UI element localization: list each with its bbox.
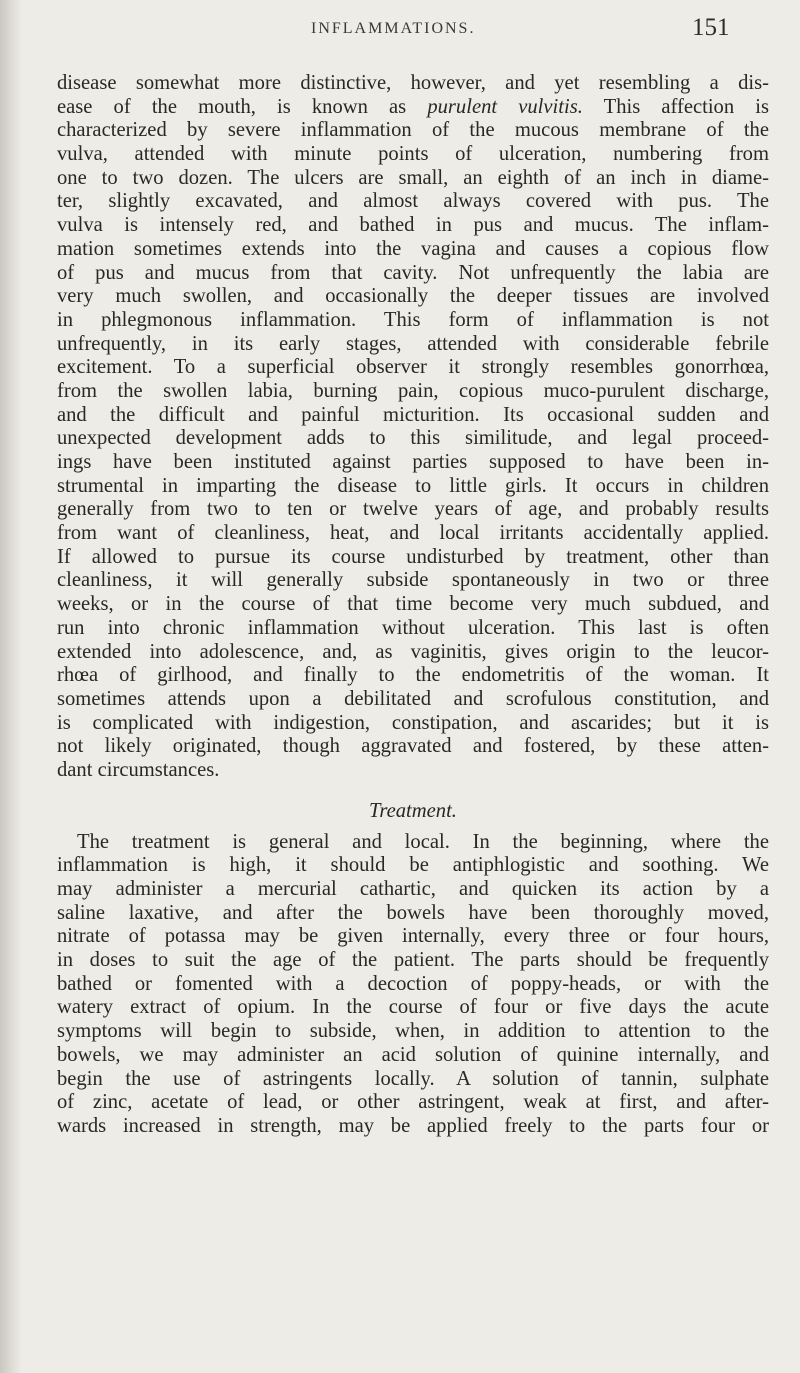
text-line: inflammation is high, it should be antiphlogistic and soothing. We	[57, 854, 769, 877]
text-line: vulva is intensely red, and bathed in pus and mucus. The inflam-	[57, 214, 769, 237]
text-line: mation sometimes extends into the vagina and causes a copious flow	[57, 237, 769, 260]
text-line: vulva, attended with minute points of ulceration, numbering from	[57, 143, 769, 166]
text-line: saline laxative, and after the bowels have been thoroughly moved,	[57, 901, 769, 924]
text-line: excitement. To a superficial observer it strongly resembles gonorrhœa,	[57, 356, 769, 379]
text-line: run into chronic inflammation without ulceration. This last is often	[57, 616, 769, 639]
text-line: in doses to suit the age of the patient. The parts should be frequently	[57, 949, 769, 972]
text-line: is complicated with indigestion, constipation, and ascarides; but it is	[57, 711, 769, 734]
text-line: ease of the mouth, is known as purulent vulvitis. This affection is	[57, 95, 769, 118]
text-line: extended into adolescence, and, as vaginitis, gives origin to the leucor-	[57, 640, 769, 663]
page-edge-shadow	[0, 0, 22, 1373]
text-line: symptoms will begin to subside, when, in addition to attention to the	[57, 1020, 769, 1043]
text-line: one to two dozen. The ulcers are small, an eighth of an inch in diame-	[57, 166, 769, 189]
term-purulent-vulvitis: purulent vulvitis.	[427, 95, 583, 118]
text-line: generally from two to ten or twelve years of age, and probably results	[57, 498, 769, 521]
text-line: watery extract of opium. In the course of four or five days the acute	[57, 996, 769, 1019]
text-line: dant circumstances.	[57, 758, 220, 781]
paragraph-treatment	[57, 831, 769, 1139]
text-line: ings have been instituted against parties supposed to have been in-	[57, 451, 769, 473]
text-line: from the swollen labia, burning pain, copious muco-purulent discharge,	[57, 379, 769, 402]
text-line: disease somewhat more distinctive, however, and yet resembling a dis-	[57, 72, 769, 94]
text-line: unfrequently, in its early stages, attended with considerable febrile	[57, 332, 769, 355]
running-head: INFLAMMATIONS.	[311, 20, 476, 37]
text-line: bathed or fomented with a decoction of poppy-heads, or with the	[57, 972, 769, 995]
text-line: If allowed to pursue its course undisturbed by treatment, other than	[57, 545, 769, 568]
text-line: characterized by severe inflammation of the mucous membrane of the	[57, 119, 769, 142]
section-heading-treatment: Treatment.	[369, 799, 457, 822]
text-line: The treatment is general and local. In the beginning, where the	[77, 830, 769, 853]
page-body	[57, 72, 769, 1139]
text-line: very much swollen, and occasionally the deeper tissues are involved	[57, 285, 769, 308]
text-line: may administer a mercurial cathartic, and quicken its action by a	[57, 878, 769, 900]
text-line: in phlegmonous inflammation. This form of inflammation is not	[57, 308, 769, 331]
text-line: unexpected development adds to this similitude, and legal proceed-	[57, 427, 769, 450]
text-line: nitrate of potassa may be given internally, every three or four hours,	[57, 925, 769, 948]
text-line: sometimes attends upon a debilitated and scrofulous constitution, and	[57, 687, 769, 710]
text-line: ter, slightly excavated, and almost always covered with pus. The	[57, 190, 769, 213]
page-number: 151	[692, 14, 730, 41]
text-line: of pus and mucus from that cavity. Not unfrequently the labia are	[57, 261, 769, 284]
text-line: bowels, we may administer an acid solution of quinine internally, and	[57, 1043, 769, 1066]
text-line: begin the use of astringents locally. A solution of tannin, sulphate	[57, 1067, 769, 1090]
page-header	[0, 14, 800, 44]
text-line: weeks, or in the course of that time become very much subdued, and	[57, 593, 769, 616]
text-line: strumental in imparting the disease to little girls. It occurs in children	[57, 474, 769, 497]
text-line: wards increased in strength, may be applied freely to the parts four or	[57, 1114, 769, 1137]
text-line: rhœa of girlhood, and finally to the endometritis of the woman. It	[57, 664, 769, 687]
text-line: not likely originated, though aggravated and fostered, by these atten-	[57, 735, 769, 758]
text-line: cleanliness, it will generally subside spontaneously in two or three	[57, 569, 769, 592]
text-line: of zinc, acetate of lead, or other astringent, weak at first, and after-	[57, 1091, 769, 1114]
text-line: and the difficult and painful micturition. Its occasional sudden and	[57, 403, 769, 426]
text-line: from want of cleanliness, heat, and local irritants accidentally applied.	[57, 522, 769, 545]
paragraph-disease-description	[57, 72, 769, 783]
